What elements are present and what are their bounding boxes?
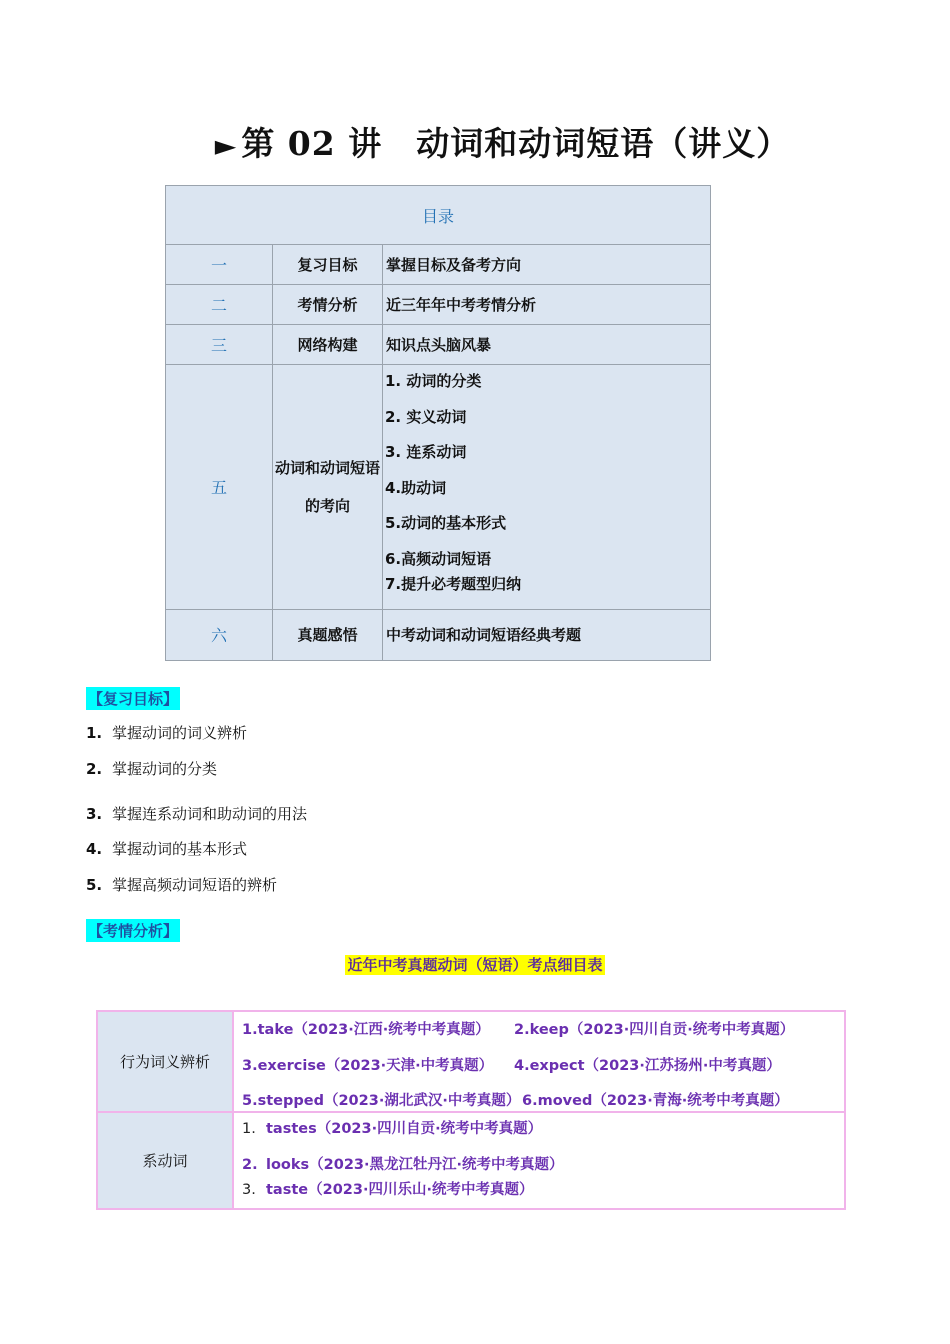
toc-row	[166, 245, 711, 285]
exam-item: 5.stepped（2023·湖北武汉·中考真题）	[242, 1093, 521, 1109]
toc-desc: 中考动词和动词短语经典考题	[383, 609, 711, 660]
exam-points-table	[96, 1010, 846, 1210]
toc-list-item: 4.助动词	[385, 478, 447, 497]
exam-item: 3. taste（2023·四川乐山·统考中考真题）	[242, 1182, 534, 1198]
goal-item: 3. 掌握连系动词和助动词的用法	[86, 805, 308, 823]
page-title	[0, 118, 950, 165]
exam-item: 3.exercise（2023·天津·中考真题）	[242, 1058, 494, 1074]
toc-item-list	[383, 365, 711, 610]
exam-item: 2. looks（2023·黑龙江牡丹江·统考中考真题）	[242, 1157, 564, 1173]
triangle-right-icon: ►	[214, 129, 238, 162]
exam-item: 6.moved（2023·青海·统考中考真题）	[522, 1093, 789, 1109]
toc-list-item: 1. 动词的分类	[385, 372, 482, 390]
goal-item: 1. 掌握动词的词义辨析	[86, 724, 248, 742]
toc-list-item: 3. 连系动词	[385, 443, 467, 461]
exam-row-label: 行为词义辨析	[98, 1012, 234, 1111]
goal-item: 5. 掌握高频动词短语的辨析	[86, 876, 278, 894]
toc-row	[166, 365, 711, 610]
toc-category: 真题感悟	[273, 609, 383, 660]
toc-num: 三	[166, 325, 273, 365]
exam-item: 1. tastes（2023·四川自贡·统考中考真题）	[242, 1121, 543, 1137]
toc-row	[166, 609, 711, 660]
toc-list-item: 5.动词的基本形式	[385, 514, 507, 532]
toc-num: 一	[166, 245, 273, 285]
analysis-tag: 【考情分析】	[86, 919, 180, 942]
goal-item: 4. 掌握动词的基本形式	[86, 840, 248, 858]
toc-list-item: 6.高频动词短语	[385, 549, 492, 568]
toc-desc: 掌握目标及备考方向	[383, 245, 711, 285]
toc-num: 五	[166, 365, 273, 610]
title-text: 第 02 讲 动词和动词短语（讲义）	[241, 124, 791, 163]
table-of-contents	[165, 185, 711, 661]
toc-category: 复习目标	[273, 245, 383, 285]
toc-row	[166, 285, 711, 325]
goal-item: 2. 掌握动词的分类	[86, 760, 218, 778]
toc-header: 目录	[166, 186, 711, 245]
toc-category: 动词和动词短语的考向	[273, 365, 383, 610]
toc-desc: 知识点头脑风暴	[383, 325, 711, 365]
exam-row-label: 系动词	[98, 1113, 234, 1208]
analysis-subtitle: 近年中考真题动词（短语）考点细目表	[347, 956, 603, 974]
exam-row	[98, 1012, 844, 1113]
exam-item: 1.take（2023·江西·统考中考真题）	[242, 1022, 490, 1038]
toc-category: 网络构建	[273, 325, 383, 365]
toc-desc: 近三年年中考考情分析	[383, 285, 711, 325]
toc-num: 二	[166, 285, 273, 325]
toc-category: 考情分析	[273, 285, 383, 325]
exam-row	[98, 1113, 844, 1208]
toc-list-item: 2. 实义动词	[385, 407, 467, 426]
review-goals-tag: 【复习目标】	[86, 687, 180, 710]
exam-item: 2.keep（2023·四川自贡·统考中考真题）	[514, 1022, 795, 1038]
toc-row	[166, 325, 711, 365]
exam-item: 4.expect（2023·江苏扬州·中考真题）	[514, 1058, 781, 1074]
toc-num: 六	[166, 609, 273, 660]
toc-list-item: 7.提升必考题型归纳	[385, 574, 522, 593]
